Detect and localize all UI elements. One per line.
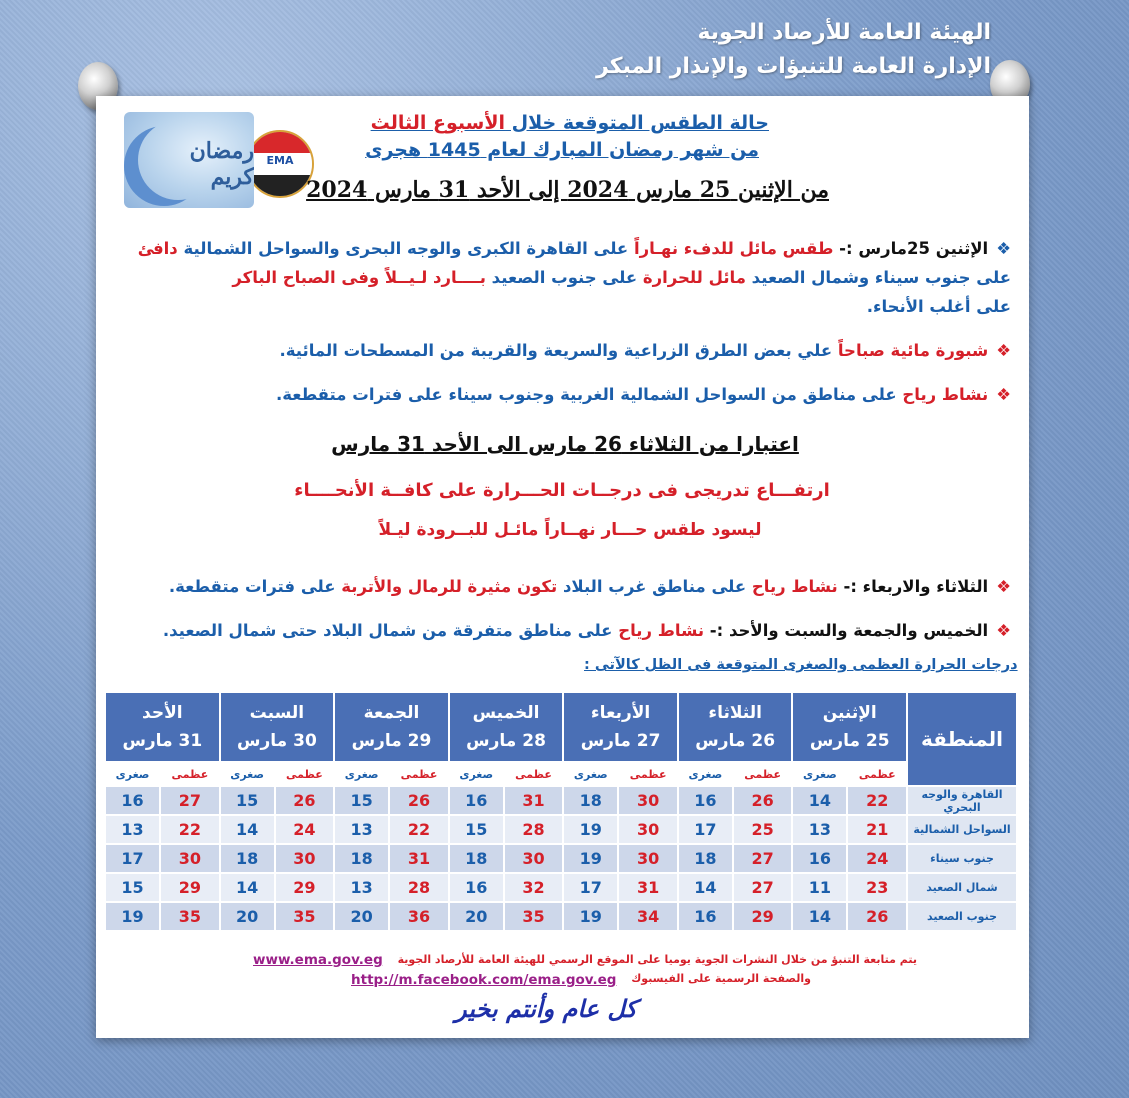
- table-row: [105, 786, 1017, 815]
- max-temp-cell: 26: [275, 786, 335, 815]
- min-label: صغرى: [792, 762, 847, 786]
- monday-forecast: ❖الإثنين 25مارس :- طقس مائل للدفء نهـاراً على القاهرة الكبرى والوجه البحرى والسواحل الشمالية دافئ على جنوب سيناء وشمال الصعيد مائل للحرارة على جنوب الصعيد بــــارد لـيــلاً وفى الصباح الباكر على أغلب الأنحاء.: [137, 239, 1011, 316]
- max-temp-cell: 29: [160, 873, 220, 902]
- day-header: الإثنين 25 مارس: [792, 692, 907, 762]
- min-label: صغرى: [334, 762, 389, 786]
- table-row: [105, 815, 1017, 844]
- max-temp-cell: 31: [389, 844, 449, 873]
- ramadan-calligraphy: رمضان كريم: [189, 138, 254, 190]
- min-temp-cell: 18: [220, 844, 275, 873]
- min-temp-cell: 13: [105, 815, 160, 844]
- min-temp-cell: 14: [792, 902, 847, 931]
- thu-sun-forecast: ❖الخميس والجمعة والسبت والأحد :- نشاط رياح على مناطق متفرقة من شمال البلاد حتى شمال الصعيد.: [162, 621, 1011, 640]
- region-column-header: المنطقة: [907, 692, 1017, 786]
- max-label: عظمى: [389, 762, 449, 786]
- wind-forecast-1: ❖نشاط رياح على مناطق من السواحل الشمالية الغربية وجنوب سيناء على فترات متقطعة.: [276, 385, 1011, 404]
- min-temp-cell: 11: [792, 873, 847, 902]
- min-temp-cell: 15: [449, 815, 504, 844]
- min-temp-cell: 19: [563, 844, 618, 873]
- day-header: السبت 30 مارس: [220, 692, 335, 762]
- date-range: من الإثنين 25 مارس 2024 إلى الأحد 31 مارس 2024: [306, 177, 829, 203]
- max-label: عظمى: [160, 762, 220, 786]
- max-temp-cell: 24: [847, 844, 907, 873]
- footer-note: يتم متابعة التنبؤ من خلال النشرات الجوية يوميا على الموقع الرسمي للهيئة العامة للأرصاد الجوية: [397, 953, 917, 966]
- bullet-icon: ❖: [996, 621, 1011, 640]
- min-temp-cell: 16: [678, 902, 733, 931]
- min-temp-cell: 16: [449, 786, 504, 815]
- org-line-1: الهيئة العامة للأرصاد الجوية: [697, 20, 991, 45]
- region-name: السواحل الشمالية: [907, 815, 1017, 844]
- bulletin-title: حالة الطقس المتوقعة خلال الأسبوع الثالث: [370, 112, 769, 134]
- min-temp-cell: 16: [449, 873, 504, 902]
- max-temp-cell: 26: [733, 786, 793, 815]
- org-line-2: الإدارة العامة للتنبؤات والإنذار المبكر: [596, 54, 991, 79]
- max-temp-cell: 28: [389, 873, 449, 902]
- day-header: الجمعة 29 مارس: [334, 692, 449, 762]
- table-row: [105, 844, 1017, 873]
- footer-facebook-note: والصفحة الرسمية على الفيسبوك: [631, 972, 811, 985]
- weather-summary: ليسود طقس حـــار نهــاراً مائـل للبــرودة ليـلاً: [378, 520, 762, 540]
- min-temp-cell: 19: [563, 815, 618, 844]
- min-label: صغرى: [449, 762, 504, 786]
- min-temp-cell: 13: [334, 873, 389, 902]
- min-temp-cell: 19: [105, 902, 160, 931]
- day-header: الأحد 31 مارس: [105, 692, 220, 762]
- max-temp-cell: 27: [733, 873, 793, 902]
- max-temp-cell: 30: [618, 844, 678, 873]
- max-temp-cell: 30: [504, 844, 564, 873]
- max-label: عظمى: [504, 762, 564, 786]
- day-header: الخميس 28 مارس: [449, 692, 564, 762]
- period-heading: اعتبارا من الثلاثاء 26 مارس الى الأحد 31 مارس: [331, 432, 799, 456]
- max-temp-cell: 31: [618, 873, 678, 902]
- temperature-rise: ارتفـــاع تدريجى فى درجــات الحـــرارة على كافــة الأنحــــاء: [294, 480, 830, 501]
- min-temp-cell: 19: [563, 902, 618, 931]
- temperature-table: [104, 691, 1018, 932]
- max-temp-cell: 35: [275, 902, 335, 931]
- max-temp-cell: 22: [389, 815, 449, 844]
- max-temp-cell: 30: [618, 815, 678, 844]
- min-label: صغرى: [678, 762, 733, 786]
- min-temp-cell: 14: [220, 815, 275, 844]
- max-temp-cell: 25: [733, 815, 793, 844]
- bullet-icon: ❖: [996, 385, 1011, 404]
- max-temp-cell: 28: [504, 815, 564, 844]
- min-temp-cell: 18: [678, 844, 733, 873]
- ema-logo: [246, 130, 314, 198]
- min-temp-cell: 20: [449, 902, 504, 931]
- min-temp-cell: 16: [105, 786, 160, 815]
- table-row: [105, 873, 1017, 902]
- bulletin-subtitle: من شهر رمضان المبارك لعام 1445 هجرى: [365, 139, 759, 161]
- max-temp-cell: 36: [389, 902, 449, 931]
- min-temp-cell: 17: [563, 873, 618, 902]
- region-name: القاهرة والوجه البحري: [907, 786, 1017, 815]
- facebook-link[interactable]: http://m.facebook.com/ema.gov.eg: [351, 972, 617, 988]
- min-temp-cell: 18: [334, 844, 389, 873]
- greeting: كل عام وأنتم بخير: [455, 994, 637, 1023]
- max-temp-cell: 21: [847, 815, 907, 844]
- max-temp-cell: 30: [160, 844, 220, 873]
- ramadan-crescent-image: [124, 112, 254, 208]
- max-temp-cell: 26: [389, 786, 449, 815]
- min-temp-cell: 15: [220, 786, 275, 815]
- max-label: عظمى: [733, 762, 793, 786]
- ema-logo-text: EMA: [266, 154, 294, 167]
- max-label: عظمى: [847, 762, 907, 786]
- min-label: صغرى: [105, 762, 160, 786]
- max-temp-cell: 29: [275, 873, 335, 902]
- tue-wed-forecast: ❖الثلاثاء والاربعاء :- نشاط رياح على مناطق غرب البلاد تكون مثيرة للرمال والأتربة على فترات متقطعة.: [168, 577, 1011, 596]
- website-link[interactable]: www.ema.gov.eg: [253, 952, 383, 968]
- min-temp-cell: 18: [563, 786, 618, 815]
- bullet-icon: ❖: [996, 341, 1011, 360]
- max-temp-cell: 24: [275, 815, 335, 844]
- bullet-icon: ❖: [996, 577, 1011, 596]
- min-temp-cell: 16: [678, 786, 733, 815]
- bullet-icon: ❖: [996, 239, 1011, 258]
- max-temp-cell: 30: [618, 786, 678, 815]
- fog-forecast: ❖شبورة مائية صباحاً علي بعض الطرق الزراعية والسريعة والقريبة من المسطحات المائية.: [279, 341, 1011, 360]
- day-header: الأربعاء 27 مارس: [563, 692, 678, 762]
- min-temp-cell: 16: [792, 844, 847, 873]
- min-temp-cell: 14: [678, 873, 733, 902]
- max-temp-cell: 22: [160, 815, 220, 844]
- max-temp-cell: 26: [847, 902, 907, 931]
- max-temp-cell: 34: [618, 902, 678, 931]
- min-temp-cell: 14: [220, 873, 275, 902]
- min-temp-cell: 17: [678, 815, 733, 844]
- max-label: عظمى: [275, 762, 335, 786]
- region-name: جنوب الصعيد: [907, 902, 1017, 931]
- min-label: صغرى: [563, 762, 618, 786]
- min-label: صغرى: [220, 762, 275, 786]
- table-row: [105, 902, 1017, 931]
- max-temp-cell: 23: [847, 873, 907, 902]
- min-temp-cell: 17: [105, 844, 160, 873]
- min-temp-cell: 15: [334, 786, 389, 815]
- min-temp-cell: 20: [334, 902, 389, 931]
- max-temp-cell: 29: [733, 902, 793, 931]
- max-temp-cell: 30: [275, 844, 335, 873]
- min-temp-cell: 14: [792, 786, 847, 815]
- max-label: عظمى: [618, 762, 678, 786]
- region-name: جنوب سيناء: [907, 844, 1017, 873]
- max-temp-cell: 31: [504, 786, 564, 815]
- max-temp-cell: 22: [847, 786, 907, 815]
- min-temp-cell: 20: [220, 902, 275, 931]
- max-temp-cell: 35: [160, 902, 220, 931]
- max-temp-cell: 32: [504, 873, 564, 902]
- max-temp-cell: 35: [504, 902, 564, 931]
- organization-header: [596, 16, 991, 84]
- max-temp-cell: 27: [160, 786, 220, 815]
- day-header: الثلاثاء 26 مارس: [678, 692, 793, 762]
- min-temp-cell: 18: [449, 844, 504, 873]
- min-temp-cell: 13: [334, 815, 389, 844]
- max-temp-cell: 27: [733, 844, 793, 873]
- min-temp-cell: 13: [792, 815, 847, 844]
- min-temp-cell: 15: [105, 873, 160, 902]
- table-title: درجات الحرارة العظمى والصغرى المتوقعة فى الظل كالآتى :: [584, 657, 1018, 673]
- region-name: شمال الصعيد: [907, 873, 1017, 902]
